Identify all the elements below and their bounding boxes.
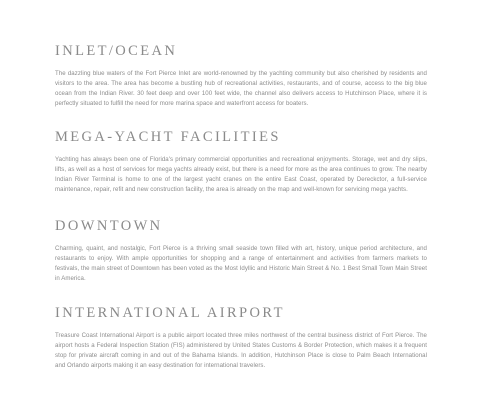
- section-inlet-ocean: [55, 44, 427, 109]
- section-heading: INTERNATIONAL AIRPORT: [55, 305, 285, 321]
- section-downtown: [55, 219, 427, 284]
- section-international-airport: [55, 306, 427, 371]
- section-paragraph: Charming, quaint, and nostalgic, Fort Pierce is a thriving small seaside town filled with art, history, unique period architecture, and restaurants to enjoy. With ample opportunities for shopping and a range of entertainment and activities from farmers markets to festivals, the main street of Downtown has been voted as the Most Idyllic and Historic Main Street & No. 1 Best Small Town Main Street in America.: [55, 244, 427, 283]
- section-heading: DOWNTOWN: [55, 218, 163, 234]
- section-paragraph: Yachting has always been one of Florida's primary commercial opportunities and recreational enjoyments. Storage, wet and dry slips, lifts, as well as a host of services for mega yachts already exist, but there is a need for more as the area continues to grow. The nearby Indian River Terminal is home to one of the largest yacht cranes on the entire East Coast, operated by Dereckctor, a full-service maintenance, repair, refit and new construction facility, the area is already on the map and well-known for servicing mega yachts.: [55, 155, 427, 194]
- section-paragraph: The dazzling blue waters of the Fort Pierce Inlet are world-renowned by the yachting community but also cherished by residents and visitors to the area. The area has become a bustling hub of recreational activities, restaurants, and of course, access to the big blue ocean from the Indian River. 30 feet deep and over 100 feet wide, the channel also delivers access to Hutchinson Place, where it is perfectly situated to fulfill the need for more marina space and waterfront access for boaters.: [55, 69, 427, 108]
- section-heading: INLET/OCEAN: [55, 43, 178, 59]
- section-heading: MEGA-YACHT FACILITIES: [55, 129, 281, 145]
- section-mega-yacht-facilities: [55, 130, 427, 195]
- section-paragraph: Treasure Coast International Airport is a public airport located three miles northwest of the central business district of Fort Pierce. The airport hosts a Federal Inspection Station (FIS) administered by United States Customs & Border Protection, which makes it a frequent stop for private aircraft coming in and out of the Bahama Islands. In addition, Hutchinson Place is close to Palm Beach International and Orlando airports making it an easy destination for international travelers.: [55, 331, 427, 370]
